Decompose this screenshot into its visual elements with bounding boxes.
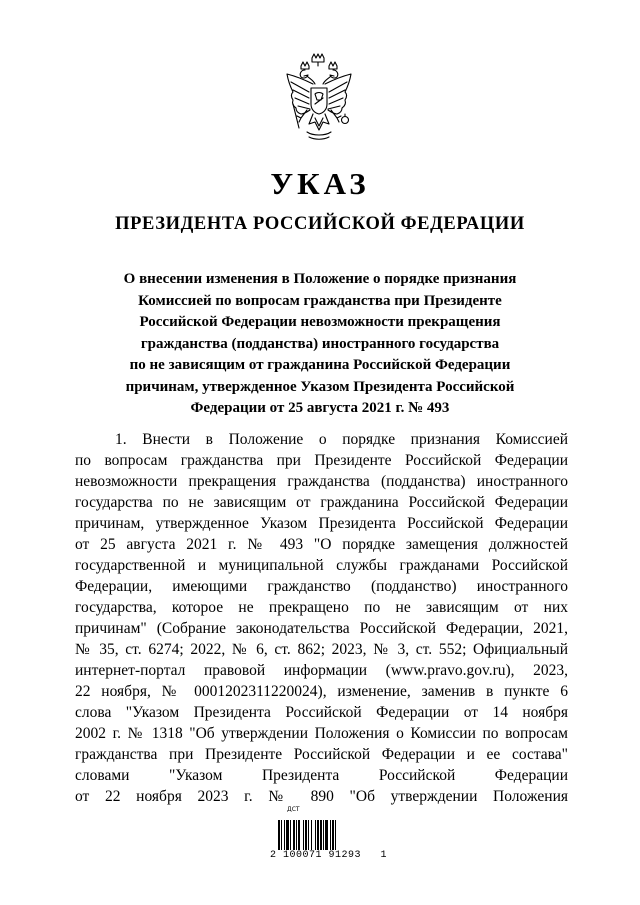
barcode-number: 2 100071 91293 1 [270, 850, 388, 861]
heading-line: по не зависящим от гражданина Российской Федерации [129, 357, 511, 373]
barcode-icon [278, 820, 354, 850]
body-line: от 22 ноября 2023 г. № 890 "Об утверждении Положения [75, 788, 568, 805]
heading-line: гражданства (подданства) иностранного государства [140, 335, 500, 352]
barcode-top-mark: ДСТ [287, 806, 300, 813]
body-line: 2002 г. № 1318 "Об утверждении Положения о Комиссии по вопросам [75, 725, 568, 742]
body-line: гражданства при Президенте Российской Федерации и ее состава" [75, 746, 568, 763]
heading-line: Российской Федерации невозможности прекращения [139, 314, 501, 330]
body-line: № 35, ст. 6274; 2022, № 6, ст. 862; 2023, № 3, ст. 552; Официальный [75, 641, 568, 658]
decree-heading [80, 269, 560, 420]
heading-line: Федерации от 25 августа 2021 г. № 493 [190, 400, 450, 416]
body-line: причинам, утвержденное Указом Президента Российской Федерации [75, 515, 568, 532]
body-line: 1. Внести в Положение о порядке признания Комиссией [115, 431, 568, 448]
body-line: словами "Указом Президента Российской Федерации [75, 767, 568, 784]
body-line: государства, которое не прекращено по не зависящим от них [75, 599, 568, 616]
coat-of-arms-icon [279, 52, 359, 144]
barcode-block [270, 806, 388, 866]
body-line: слова "Указом Президента Российской Федерации от 14 ноября [75, 704, 568, 721]
document-issuer: ПРЕЗИДЕНТА РОССИЙСКОЙ ФЕДЕРАЦИИ [115, 214, 525, 234]
heading-line: причинам, утвержденное Указом Президента Российской [125, 378, 515, 395]
body-line: интернет-портал правовой информации (www.pravo.gov.ru), 2023, [75, 662, 568, 679]
document-title: УКАЗ [270, 166, 370, 201]
body-line: государственной и муниципальной службы гражданами Российской [75, 557, 568, 574]
body-line: причинам" (Собрание законодательства Российской Федерации, 2021, [75, 620, 568, 637]
body-line: 22 ноября, № 0001202311220024), изменение, заменив в пункте 6 [75, 683, 568, 700]
body-line: государства по не зависящим от гражданина Российской Федерации [75, 494, 568, 511]
heading-line: Комиссией по вопросам гражданства при Президенте [138, 292, 502, 309]
body-line: Федерации, имеющими гражданство (подданство) иностранного [75, 578, 568, 595]
body-line: невозможности прекращения гражданства (подданства) иностранного [75, 473, 568, 490]
decree-body [75, 429, 568, 807]
body-line: по вопросам гражданства при Президенте Российской Федерации [75, 452, 568, 469]
body-line: от 25 августа 2021 г. № 493 "О порядке замещения должностей [75, 536, 568, 553]
heading-line: О внесении изменения в Положение о порядке признания [123, 271, 517, 287]
